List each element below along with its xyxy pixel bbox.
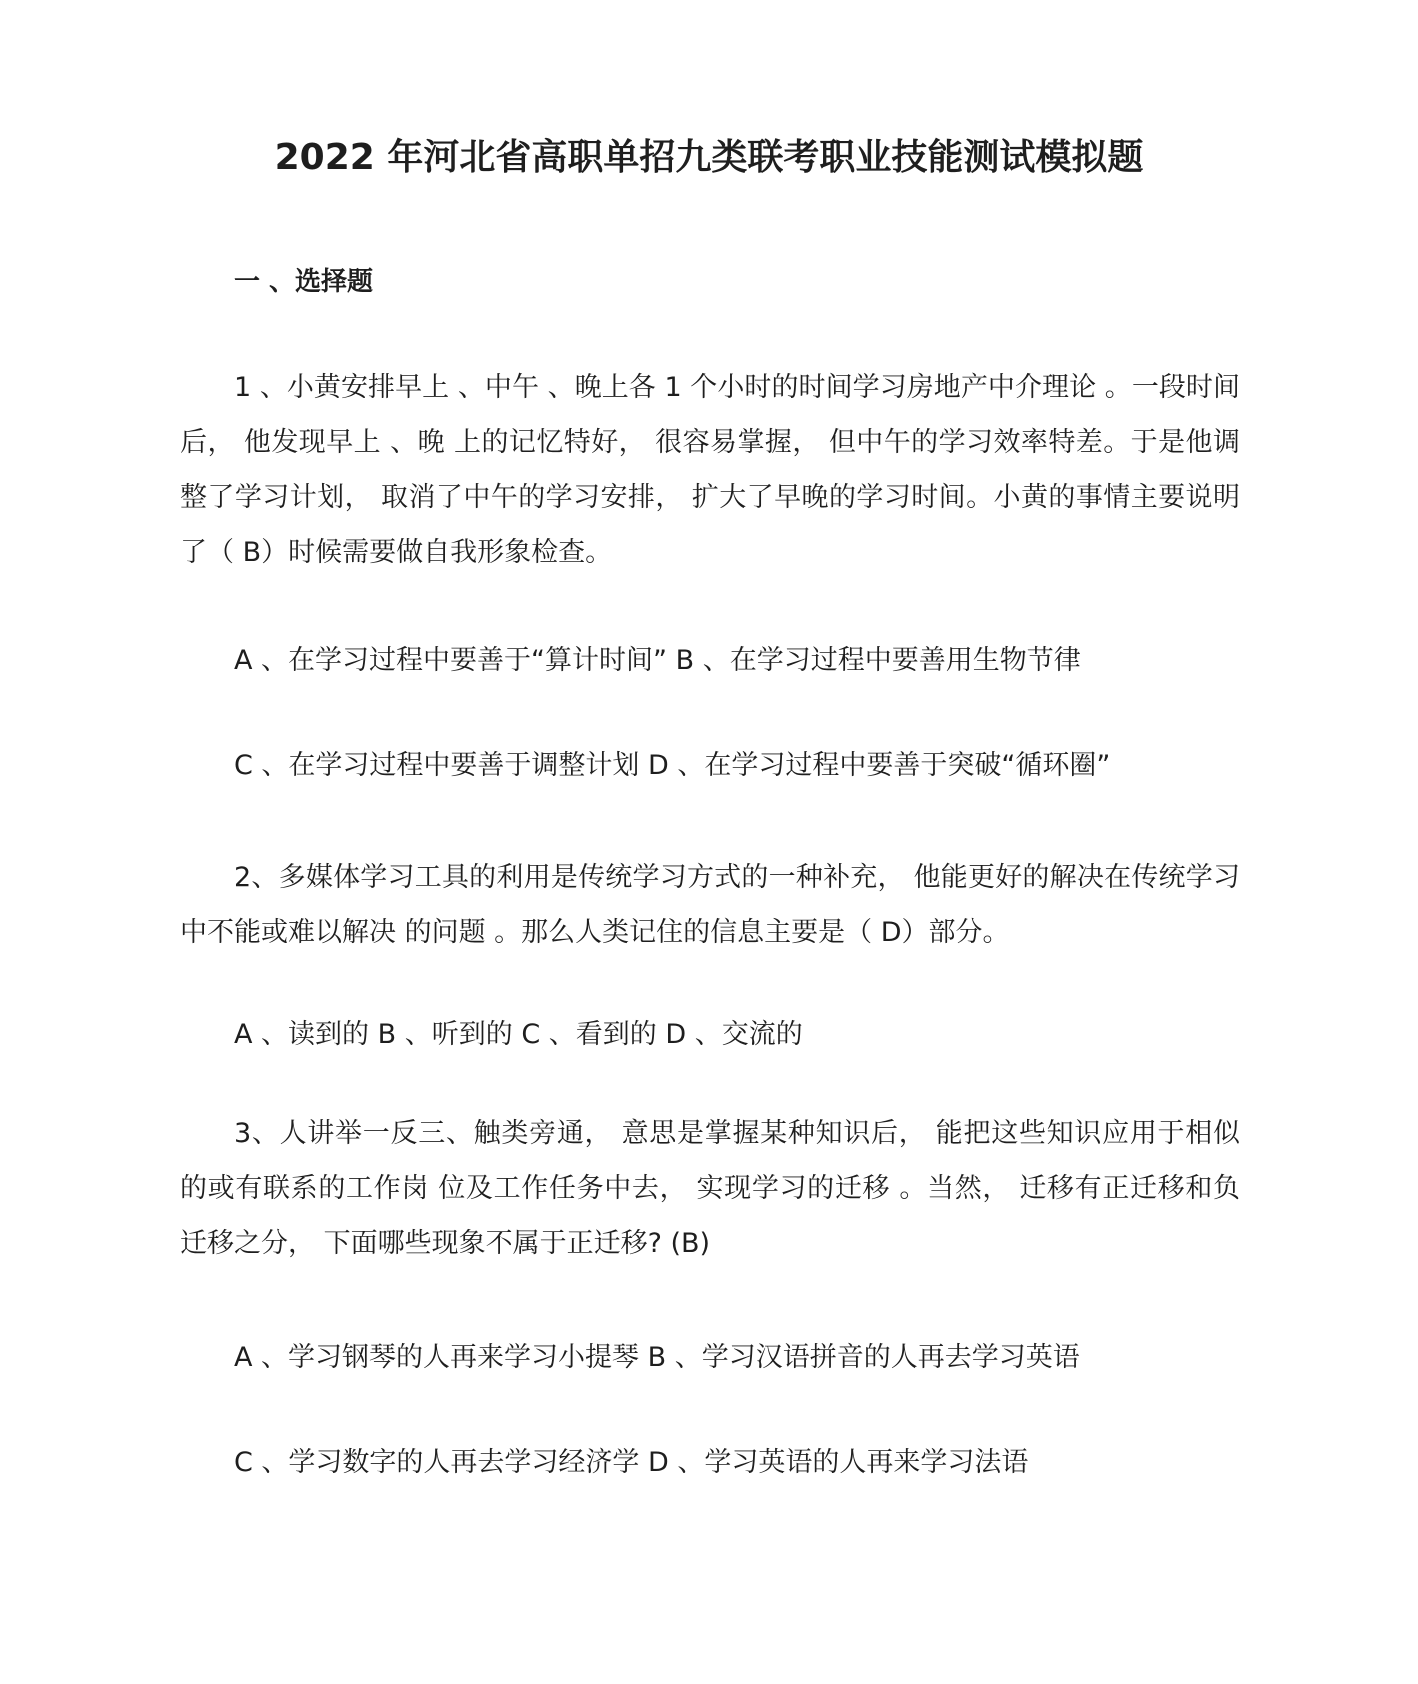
section-heading: 一 、选择题 bbox=[234, 267, 374, 297]
question-3-options-cd: C 、学习数字的人再去学习经济学 D 、学习英语的人再来学习法语 bbox=[234, 1447, 1029, 1478]
document-title: 2022 年河北省高职单招九类联考职业技能测试模拟题 bbox=[274, 137, 1144, 178]
question-1-stem: 1 、小黄安排早上 、中午 、晚上各 1 个小时的时间学习房地产中介理论 。一段时间后， 他发现早上 、晚 上的记忆特好， 很容易掌握， 但中午的学习效率特差。于是他调整了学习计划， 取消了中午的学习安排， 扩大了早晚的学习时间。小黄的事情主要说明了（ B）时候需要做自我形象检查。 bbox=[180, 372, 1240, 568]
question-3-options-ab: A 、学习钢琴的人再来学习小提琴 B 、学习汉语拼音的人再去学习英语 bbox=[234, 1342, 1080, 1373]
question-1-options-ab: A 、在学习过程中要善于“算计时间” B 、在学习过程中要善用生物节律 bbox=[234, 645, 1081, 676]
question-1-options-cd: C 、在学习过程中要善于调整计划 D 、在学习过程中要善于突破“循环圈” bbox=[234, 750, 1111, 781]
question-2-stem: 2、多媒体学习工具的利用是传统学习方式的一种补充， 他能更好的解决在传统学习中不能或难以解决 的问题 。那么人类记住的信息主要是（ D）部分。 bbox=[180, 862, 1240, 948]
question-3-stem: 3、人讲举一反三、触类旁通， 意思是掌握某种知识后， 能把这些知识应用于相似的或有联系的工作岗 位及工作任务中去， 实现学习的迁移 。当然， 迁移有正迁移和负迁移之分， 下面哪些现象不属于正迁移? (B) bbox=[180, 1118, 1240, 1259]
question-2-options: A 、读到的 B 、听到的 C 、看到的 D 、交流的 bbox=[234, 1019, 803, 1050]
